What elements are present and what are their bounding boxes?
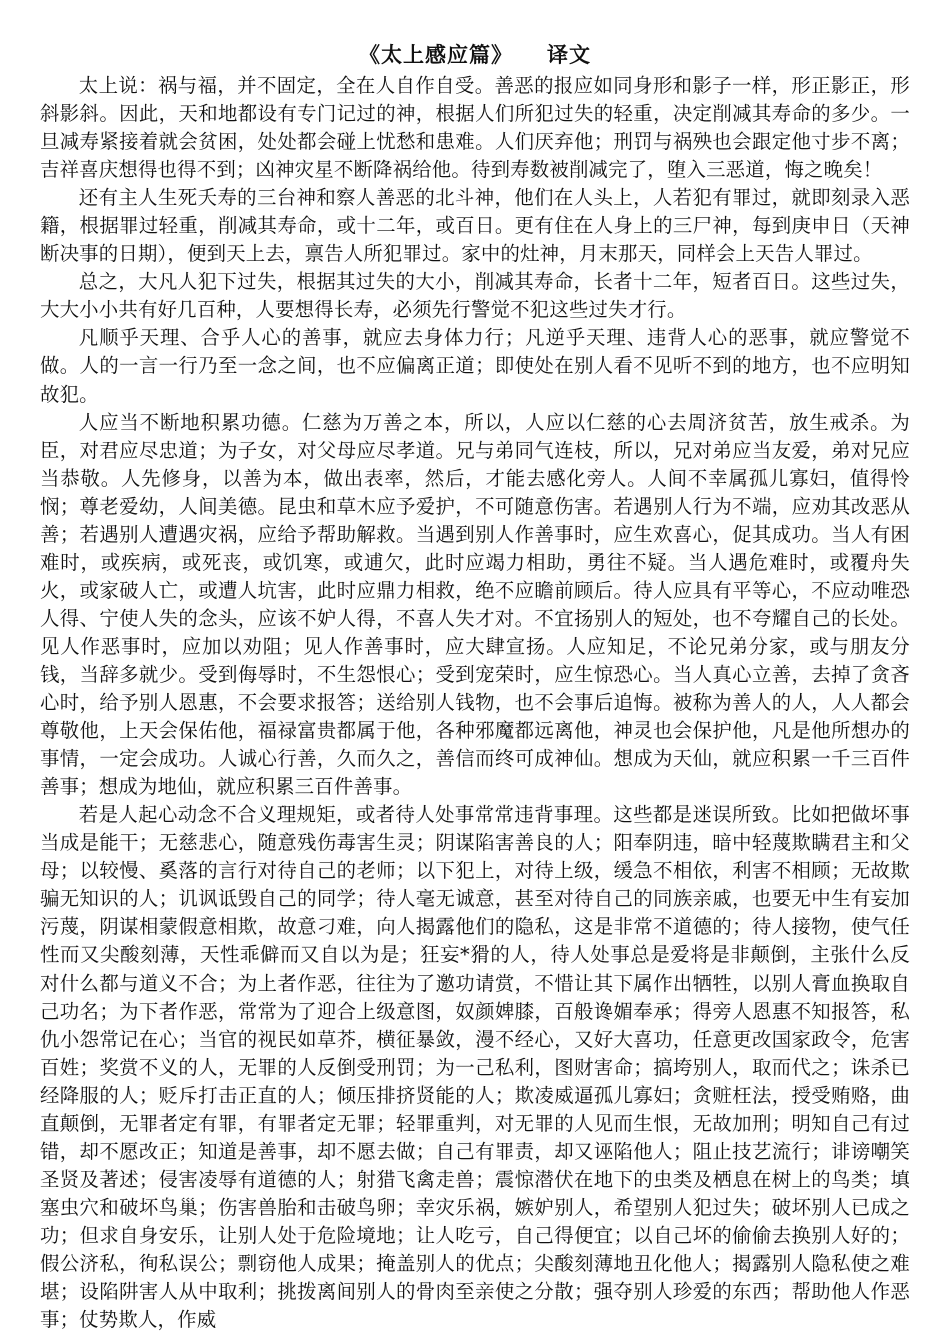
paragraph-5: 人应当不断地积累功德。仁慈为万善之本，所以，人应以仁慈的心去周济贫苦，放生戒杀。为臣，对君应尽忠道；为子女，对父母应尽孝道。兄与弟同气连枝，所以，兄对弟应当友爱，弟对兄应当恭敬。人先修身，以善为本，做出表率，然后，才能去感化旁人。人间不幸属孤儿寡妇，值得怜悯；尊老爱幼，人间美德。昆虫和草木应予爱护，不可随意伤害。若遇别人行为不端，应劝其改恶从善；若遇别人遭遇灾祸，应给予帮助解救。当遇到别人作善事时，应生欢喜心，促其成功。当人有困难时，或疾病，或死丧，或饥寒，或逋欠，此时应竭力相助，勇往不疑。当人遇危难时，或覆舟失火，或家破人亡，或遭人坑害，此时应鼎力相救，绝不应瞻前顾后。待人应具有平等心，不应动唯恐人得、宁使人失的念头，应该不妒人得，不喜人失才对。不宜扬别人的短处，也不夸耀自己的长处。见人作恶事时，应加以劝阻；见人作善事时，应大肆宣扬。人应知足，不论兄弟分家，或与朋友分钱，当辞多就少。受到侮辱时，不生怨恨心；受到宠荣时，应生惊恐心。当人真心立善，去掉了贪吝心时，给予别人恩惠，不会要求报答；送给别人钱物，也不会事后追悔。被称为善人的人，人人都会尊敬他，上天会保佑他，福禄富贵都属于他，各种邪魔都远离他，神灵也会保护他，凡是他所想办的事情，一定会成功。人诚心行善，久而久之，善信而终可成神仙。想成为天仙，就应积累一千三百件善事；想成为地仙，就应积累三百件善事。	[40, 410, 910, 799]
paragraph-6: 若是人起心动念不合义理规矩，或者待人处事常常违背事理。这些都是迷误所致。比如把做坏事当成是能干；无慈悲心，随意残伤毒害生灵；阴谋陷害善良的人；阳奉阴违，暗中轻蔑欺瞒君主和父母；以较慢、奚落的言行对待自己的老师；以下犯上，对待上级，缓急不相依，利害不相顾；无故欺骗无知识的人；讥讽诋毁自己的同学；待人毫无诚意，甚至对待自己的同族亲戚，也要无中生有妄加污蔑，阴谋相蒙假意相欺，故意刁难，向人揭露他们的隐私，这是非常不道德的；待人接物，使气任性而又尖酸刻薄，天性乖僻而又自以为是；狂妄*猾的人，待人处事总是爱将是非颠倒，主张什么反对什么都与道义不合；为上者作恶，往往为了邀功请赏，不惜让其下属作出牺牲，以别人膏血换取自己功名；为下者作恶，常常为了迎合上级意图，奴颜婢膝，百般谗媚奉承；得旁人恩惠不知报答，私仇小怨常记在心；当官的视民如草芥，横征暴敛，漫不经心，又好大喜功，任意更改国家政令，危害百姓；奖赏不义的人，无罪的人反倒受刑罚；为一己私利，图财害命；搞垮别人，取而代之；诛杀已经降服的人；贬斥打击正直的人；倾压排挤贤能的人；欺凌威逼孤儿寡妇；贪赃枉法，授受贿赂，曲直颠倒，无罪者定有罪，有罪者定无罪；轻罪重判，对无罪的人见而生恨，无故加刑；明知自己有过错，却不愿改正；知道是善事，却不愿去做；自己有罪责，却又诬陷他人；阻止技艺流行；诽谤嘲笑圣贤及著述；侵害凌辱有道德的人；射猎飞禽走兽；震惊潜伏在地下的虫类及栖息在树上的鸟类；填塞虫穴和破坏鸟巢；伤害兽胎和击破鸟卵；幸灾乐祸，嫉妒别人，希望别人犯过失；破坏别人已成之功；但求自身安乐，让别人处于危险境地；让人吃亏，自己得便宜；以自己坏的偷偷去换别人好的；假公济私，徇私误公；剽窃他人成果；掩盖别人的优点；尖酸刻薄地丑化他人；揭露别人隐私使之难堪；设陷阱害人从中取利；挑拨离间别人的骨肉至亲使之分散；强夺别人珍爱的东西；帮助他人作恶事；仗势欺人，作威	[40, 803, 910, 1332]
paragraph-3: 总之，大凡人犯下过失，根据其过失的大小，削减其寿命，长者十二年，短者百日。这些过失，大大小小共有好几百种，人要想得长寿，必须先行警觉不犯这些过失才行。	[40, 270, 910, 322]
title-sub: 译文	[547, 42, 591, 67]
document-page	[40, 40, 910, 1334]
paragraph-4: 凡顺乎天理、合乎人心的善事，就应去身体力行；凡逆乎天理、违背人心的恶事，就应警觉不做。人的一言一行乃至一念之间，也不应偏离正道；即使处在别人看不见听不到的地方，也不应明知故犯。	[40, 326, 910, 406]
paragraph-1: 太上说：祸与福，并不固定，全在人自作自受。善恶的报应如同身形和影子一样，形正影正，形斜影斜。因此，天和地都设有专门记过的神，根据人们所犯过失的轻重，决定削减其寿命的多少。一旦减寿紧接着就会贫困，处处都会碰上忧愁和患难。人们厌弃他；刑罚与祸殃也会跟定他寸步不离；吉祥喜庆想得也得不到；凶神灾星不断降祸给他。待到寿数被削减完了，堕入三恶道，悔之晚矣！	[40, 74, 910, 182]
document-title	[40, 40, 910, 70]
paragraph-2: 还有主人生死夭寿的三台神和察人善恶的北斗神，他们在人头上，人若犯有罪过，就即刻录入恶籍，根据罪过轻重，削减其寿命，或十二年，或百日。更有住在人身上的三尸神，每到庚申日（天神断决事的日期），便到天上去，禀告人所犯罪过。家中的灶神，月末那天，同样会上天告人罪过。	[40, 186, 910, 266]
title-main: 《太上感应篇》	[359, 42, 513, 67]
